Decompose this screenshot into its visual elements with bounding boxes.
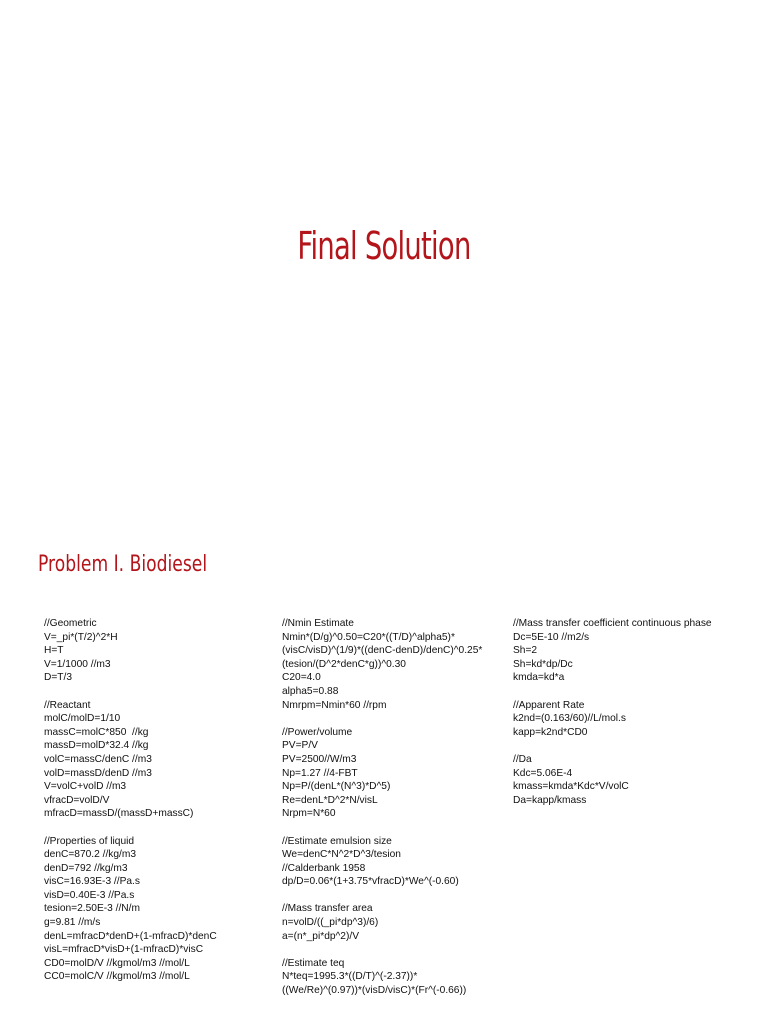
code-column-1 — [44, 617, 259, 998]
code-line: g=9.81 //m/s — [44, 917, 101, 929]
code-line: kmass=kmda*Kdc*V/volC — [513, 781, 629, 793]
code-line: visC=16.93E-3 //Pa.s — [44, 876, 140, 888]
code-line: Nrpm=N*60 — [282, 808, 336, 820]
code-block — [282, 957, 497, 998]
code-block — [513, 699, 728, 740]
code-line: molC/molD=1/10 — [44, 713, 121, 725]
code-block — [282, 902, 497, 943]
code-line: volD=massD/denD //m3 — [44, 767, 152, 779]
code-line: PV=2500//W/m3 — [282, 753, 357, 765]
code-line: We=denC*N^2*D^3/tesion — [282, 849, 401, 861]
code-line: Re=denL*D^2*N/visL — [282, 794, 378, 806]
code-block — [44, 835, 259, 985]
code-column-2 — [282, 617, 497, 1011]
code-line: CC0=molC/V //kgmol/m3 //mol/L — [44, 971, 190, 983]
code-line: tesion=2.50E-3 //N/m — [44, 903, 140, 915]
code-line: volC=massC/denC //m3 — [44, 753, 152, 765]
page-title: Final Solution — [297, 224, 471, 268]
code-line: kapp=k2nd*CD0 — [513, 726, 588, 738]
code-line: //Apparent Rate — [513, 699, 585, 711]
code-line: V=1/1000 //m3 — [44, 658, 111, 670]
code-block — [513, 617, 728, 685]
code-line: V=_pi*(T/2)^2*H — [44, 631, 118, 643]
code-line: dp/D=0.06*(1+3.75*vfracD)*We^(-0.60) — [282, 876, 459, 888]
code-line: //Power/volume — [282, 726, 353, 738]
code-line: //Da — [513, 753, 532, 765]
code-line: D=T/3 — [44, 672, 73, 684]
code-line: mfracD=massD/(massD+massC) — [44, 808, 194, 820]
code-block — [282, 617, 497, 712]
code-line: denC=870.2 //kg/m3 — [44, 849, 137, 861]
code-line: visL=mfracD*visD+(1-mfracD)*visC — [44, 944, 204, 956]
code-line: k2nd=(0.163/60)//L/mol.s — [513, 713, 626, 725]
code-line: Sh=2 — [513, 645, 538, 657]
code-line: alpha5=0.88 — [282, 685, 339, 697]
code-block — [44, 699, 259, 821]
code-line: //Mass transfer area — [282, 903, 373, 915]
code-line: massD=molD*32.4 //kg — [44, 740, 149, 752]
code-line: PV=P/V — [282, 740, 318, 752]
section-heading: Problem I. Biodiesel — [38, 552, 208, 577]
code-line: //Estimate emulsion size — [282, 835, 392, 847]
code-line: denL=mfracD*denD+(1-mfracD)*denC — [44, 930, 217, 942]
code-line: //Estimate teq — [282, 957, 345, 969]
code-line: Np=1.27 //4-FBT — [282, 767, 358, 779]
code-line: //Calderbank 1958 — [282, 862, 366, 874]
code-block — [513, 753, 728, 807]
code-line: //Properties of liquid — [44, 835, 135, 847]
code-block — [282, 835, 497, 889]
code-line: denD=792 //kg/m3 — [44, 862, 128, 874]
code-line: n=volD/((_pi*dp^3)/6) — [282, 917, 379, 929]
code-line: C20=4.0 — [282, 672, 321, 684]
code-line: N*teq=1995.3*((D/T)^(-2.37))*((We/Re)^(0.97))*(visD/visC)*(Fr^(-0.66)) — [282, 971, 467, 997]
code-line: kmda=kd*a — [513, 672, 565, 684]
code-block — [282, 726, 497, 821]
code-line: Da=kapp/kmass — [513, 794, 587, 806]
code-line: //Nmin Estimate — [282, 618, 354, 629]
code-column-3 — [513, 617, 728, 821]
code-block — [44, 617, 259, 685]
code-line: massC=molC*850 //kg — [44, 726, 149, 738]
code-line: Sh=kd*dp/Dc — [513, 658, 573, 670]
code-line: H=T — [44, 645, 64, 657]
code-line: //Geometric — [44, 618, 97, 629]
code-line: Nmin*(D/g)^0.50=C20*((T/D)^alpha5)*(visC/visD)^(1/9)*((denC-denD)/denC)^0.25*(tesion/(D^2*denC*g))^0.30 — [282, 631, 483, 670]
code-line: Np=P/(denL*(N^3)*D^5) — [282, 781, 391, 793]
code-line: Dc=5E-10 //m2/s — [513, 631, 590, 643]
code-line: Nmrpm=Nmin*60 //rpm — [282, 699, 387, 711]
code-line: CD0=molD/V //kgmol/m3 //mol/L — [44, 957, 190, 969]
code-line: Kdc=5.06E-4 — [513, 767, 573, 779]
code-line: visD=0.40E-3 //Pa.s — [44, 889, 135, 901]
code-line: V=volC+volD //m3 — [44, 781, 127, 793]
code-line: vfracD=volD/V — [44, 794, 110, 806]
code-line: //Mass transfer coefficient continuous phase — [513, 618, 712, 629]
code-line: //Reactant — [44, 699, 91, 711]
code-line: a=(n*_pi*dp^2)/V — [282, 930, 359, 942]
